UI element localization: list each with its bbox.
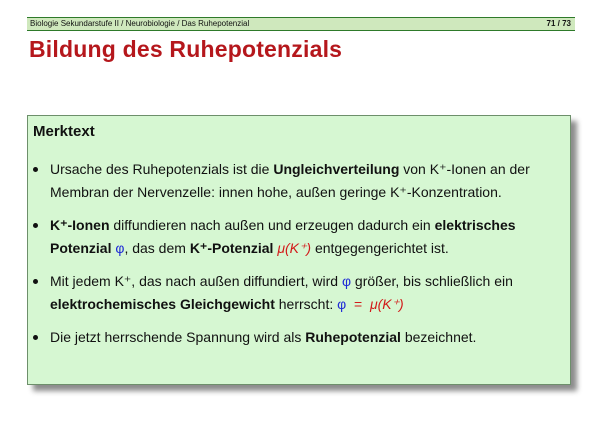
bold-term: K⁺-Ionen <box>50 217 110 233</box>
bullet-item-4 <box>28 326 570 349</box>
bullet-item-3 <box>28 270 570 316</box>
text: Mit jedem K⁺, das nach außen diffundiert, wird <box>50 273 342 289</box>
bullet-list <box>28 158 570 359</box>
text: von K⁺-Ionen an der Membran der Nervenzelle: innen hohe, außen geringe K⁺-Konzentration. <box>50 161 530 200</box>
bullet-item-1 <box>28 158 570 204</box>
text: größer, bis schließlich ein <box>351 273 513 289</box>
phi-symbol: φ <box>115 240 125 256</box>
bold-term: elektrochemisches Gleichgewicht <box>50 296 275 312</box>
phi-symbol: φ <box>341 273 352 289</box>
mu-symbol: μ(K⁺) <box>277 240 312 256</box>
equals-sign: = <box>346 296 370 312</box>
box-heading: Merktext <box>33 123 95 140</box>
mu-symbol: μ(K⁺) <box>369 296 404 312</box>
page-title: Bildung des Ruhepotenzials <box>29 36 343 62</box>
text: herrscht: <box>274 296 338 312</box>
text: entgegengerichtet ist. <box>311 240 449 256</box>
breadcrumb: Biologie Sekundarstufe II / Neurobiologie / Das Ruhepotenzial <box>30 19 250 28</box>
bold-term: K⁺-Potenzial <box>189 240 274 256</box>
phi-symbol: φ <box>337 296 347 312</box>
text: diffundieren nach außen und erzeugen dadurch ein <box>109 217 435 233</box>
bullet-item-2 <box>28 214 570 260</box>
bold-term: Ungleichverteilung <box>273 161 400 177</box>
merktext-box <box>27 115 571 385</box>
bold-term: elektrisches Potenzial <box>50 217 516 256</box>
header-bar <box>27 17 575 31</box>
text: Die jetzt herrschende Spannung wird als <box>50 329 306 345</box>
text: bezeichnet. <box>400 329 477 345</box>
text: , das dem <box>124 240 190 256</box>
page-number: 71 / 73 <box>546 19 571 28</box>
bold-term: Ruhepotenzial <box>305 329 401 345</box>
text: Ursache des Ruhepotenzials ist die <box>50 161 274 177</box>
